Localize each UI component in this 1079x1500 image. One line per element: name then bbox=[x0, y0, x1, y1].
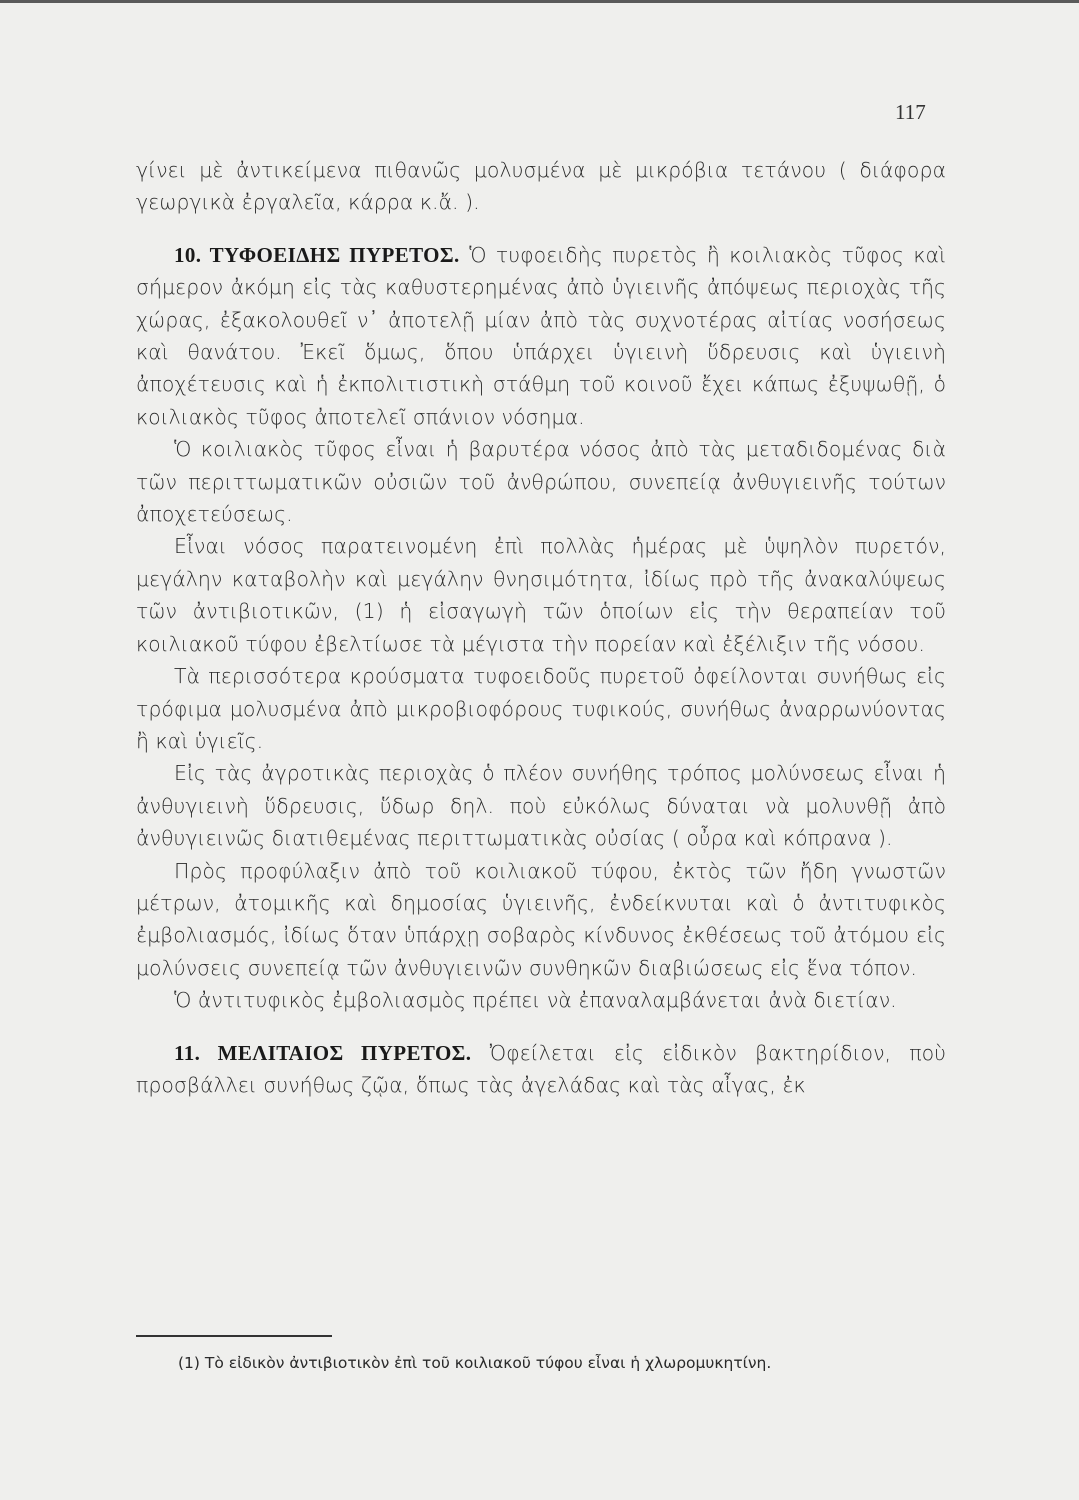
paragraph-brucellosis-text: Ὀφείλεται εἰς εἰδικὸν βακτηρίδιον, ποὺ προσβάλλει συνήθως ζῷα, ὅπως τὰς ἀγελάδας καὶ τὰς αἶγας, ἐκ bbox=[136, 1040, 946, 1097]
footnote-divider bbox=[136, 1335, 332, 1337]
paragraph-typhoid-rural: Εἰς τὰς ἀγροτικὰς περιοχὰς ὁ πλέον συνήθης τρόπος μολύνσεως εἶναι ἡ ἀνθυγιεινὴ ὕδρευσις, ὕδωρ δηλ. ποὺ εὐκόλως δύναται νὰ μολυνθῇ ἀπὸ ἀνθυγιεινῶς διατιθεμένας περιττωματικὰς οὐσίας ( οὖρα καὶ κόπρανα ). bbox=[136, 761, 946, 851]
paragraph-brucellosis bbox=[136, 1037, 946, 1102]
section-heading-brucellosis: 11. ΜΕΛΙΤΑΙΟΣ ΠΥΡΕΤΟΣ. bbox=[174, 1040, 472, 1065]
paragraph-tetanus-end: γίνει μὲ ἀντικείμενα πιθανῶς μολυσμένα μὲ μικρόβια τετάνου ( διάφορα γεωργικὰ ἐργαλεῖα, κάρρα κ.ἄ. ). bbox=[136, 158, 946, 215]
section-heading-typhoid: 10. ΤΥΦΟΕΙΔΗΣ ΠΥΡΕΤΟΣ. bbox=[174, 242, 460, 267]
body-text bbox=[136, 154, 946, 1101]
page-edge-rule bbox=[0, 0, 1079, 3]
paragraph-typhoid-intro bbox=[136, 239, 946, 433]
paragraph-typhoid-course: Εἶναι νόσος παρατεινομένη ἐπὶ πολλὰς ἡμέρας μὲ ὑψηλὸν πυρετόν, μεγάλην καταβολὴν καὶ μεγάλην θνησιμότητα, ἰδίως πρὸ τῆς ἀνακαλύψεως τῶν ἀντιβιοτικῶν, (1) ἡ εἰσαγωγὴ τῶν ὁποίων εἰς τὴν θεραπείαν τοῦ κοιλιακοῦ τύφου ἐβελτίωσε τὰ μέγιστα τὴν πορείαν καὶ ἐξέλιξιν τῆς νόσου. bbox=[136, 534, 946, 656]
paragraph-typhoid-intro-text: Ὁ τυφοειδὴς πυρετὸς ἢ κοιλιακὸς τῦφος καὶ σήμερον ἀκόμη εἰς τὰς καθυστερημένας ἀπὸ ὑγιεινῆς ἀπόψεως περιοχὰς τῆς χώρας, ἐξακολουθεῖ ν᾽ ἀποτελῇ μίαν ἀπὸ τὰς συχνοτέρας αἰτίας νοσήσεως καὶ θανάτου. Ἐκεῖ ὅμως, ὅπου ὑπάρχει ὑγιεινὴ ὕδρευσις καὶ ὑγιεινὴ ἀποχέτευσις καὶ ἡ ἐκπολιτιστικὴ στάθμη τοῦ κοινοῦ ἔχει κάπως ἐξυψωθῇ, ὁ κοιλιακὸς τῦφος ἀποτελεῖ σπάνιον νόσημα. bbox=[136, 242, 946, 429]
paragraph-typhoid-prevention: Πρὸς προφύλαξιν ἀπὸ τοῦ κοιλιακοῦ τύφου, ἐκτὸς τῶν ἤδη γνωστῶν μέτρων, ἀτομικῆς καὶ δημοσίας ὑγιεινῆς, ἐνδείκνυται καὶ ὁ ἀντιτυφικὸς ἐμβολιασμός, ἰδίως ὅταν ὑπάρχῃ σοβαρὸς κίνδυνος ἐκθέσεως τοῦ ἀτόμου εἰς μολύνσεις συνεπείᾳ τῶν ἀνθυγιεινῶν συνθηκῶν διαβιώσεως εἰς ἕνα τόπον. bbox=[136, 858, 946, 980]
paragraph-typhoid-sources: Τὰ περισσότερα κρούσματα τυφοειδοῦς πυρετοῦ ὀφείλονται συνήθως εἰς τρόφιμα μολυσμένα ἀπὸ μικροβιοφόρους τυφικούς, συνήθως ἀναρρωνύοντας ἢ καὶ ὑγιεῖς. bbox=[136, 664, 946, 753]
footnote: (1) Τὸ εἰδικὸν ἀντιβιοτικὸν ἐπὶ τοῦ κοιλιακοῦ τύφου εἶναι ἡ χλωρομυκητίνη. bbox=[178, 1354, 772, 1372]
paragraph-typhoid-vaccine: Ὁ ἀντιτυφικὸς ἐμβολιασμὸς πρέπει νὰ ἐπαναλαμβάνεται ἀνὰ διετίαν. bbox=[174, 988, 897, 1013]
paragraph-typhoid-severity: Ὁ κοιλιακὸς τῦφος εἶναι ἡ βαρυτέρα νόσος ἀπὸ τὰς μεταδιδομένας διὰ τῶν περιττωματικῶν οὐσιῶν τοῦ ἀνθρώπου, συνεπείᾳ ἀνθυγιεινῆς τούτων ἀποχετεύσεως. bbox=[136, 437, 946, 527]
page-number: 117 bbox=[895, 100, 926, 124]
